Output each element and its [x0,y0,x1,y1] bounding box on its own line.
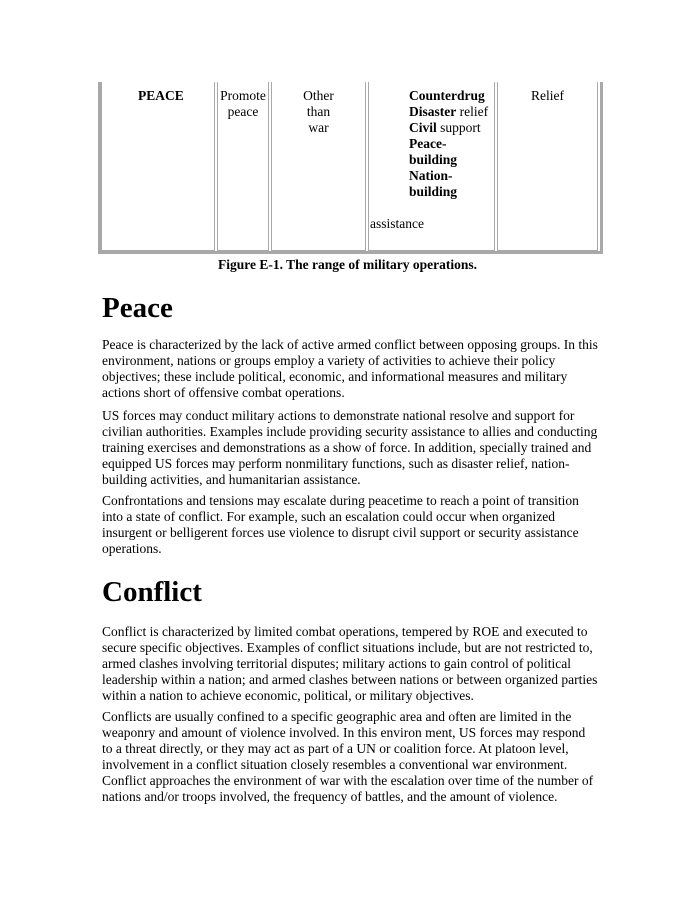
heading-peace: Peace [102,292,173,324]
paragraph: Conflict is characterized by limited combat operations, tempered by ROE and executed to secure specific objectives. Examples of conflict situations include, but are not restricted to, armed clashes involving territorial disputes; military actions to gain control of political leadership within a nation; and armed clashes between nations or between organized parties within a nation to achieve economic, political, or military objectives. [102,624,598,704]
goal-label: Promote peace [220,88,266,119]
examples-tail: assistance [370,216,424,231]
example-item: Counterdrug [409,88,485,103]
paragraph: US forces may conduct military actions to demonstrate national resolve and support for civilian authorities. Examples include providing security assistance to allies and conducting training exercises and demonstrations as a show of force. In addition, specially trained and equipped US forces may perform nonmilitary functions, such as disaster relief, nation-building activities, and humanitarian assistance. [102,408,598,488]
examples-list [409,88,488,200]
example-item: building [409,184,458,199]
paragraph: Conflicts are usually confined to a specific geographic area and often are limited in the weaponry and amount of violence involved. In this environ ment, US forces may respond to a threat directly, or they may act as part of a UN or coalition force. At platoon level, involvement in a conflict situation closely resembles a conventional war environment. Conflict approaches the environment of war with the escalation over time of the number of nations and/or troops involved, the frequency of battles, and the amount of violence. [102,709,594,805]
table-cell-operations [271,82,366,251]
example-item: building [409,152,458,167]
table-cell-state [101,82,215,251]
table-cell-goal [217,82,269,251]
example-item: Civil support [409,120,481,135]
example-item: Disaster relief [409,104,489,119]
heading-conflict: Conflict [102,576,202,608]
figure-caption: Figure E-1. The range of military operations. [218,257,477,272]
operations-label: Other than war [303,88,334,135]
operations-table [98,82,603,254]
example-item: Nation- [409,168,453,183]
example-item: Peace- [409,136,447,151]
paragraph: Confrontations and tensions may escalate during peacetime to reach a point of transition into a state of conflict. For example, such an escalation could occur when organized insurgent or belligerent forces use violence to disrupt civil support or security assistance operations. [102,493,579,557]
state-label: PEACE [138,88,184,103]
paragraph: Peace is characterized by the lack of active armed conflict between opposing groups. In this environment, nations or groups employ a variety of activities to achieve their policy objectives; these include political, economic, and informational measures and military actions short of offensive combat operations. [102,337,598,401]
table-cell-examples [368,82,495,251]
table-cell-extra [497,82,598,251]
extra-label: Relief [531,88,564,103]
